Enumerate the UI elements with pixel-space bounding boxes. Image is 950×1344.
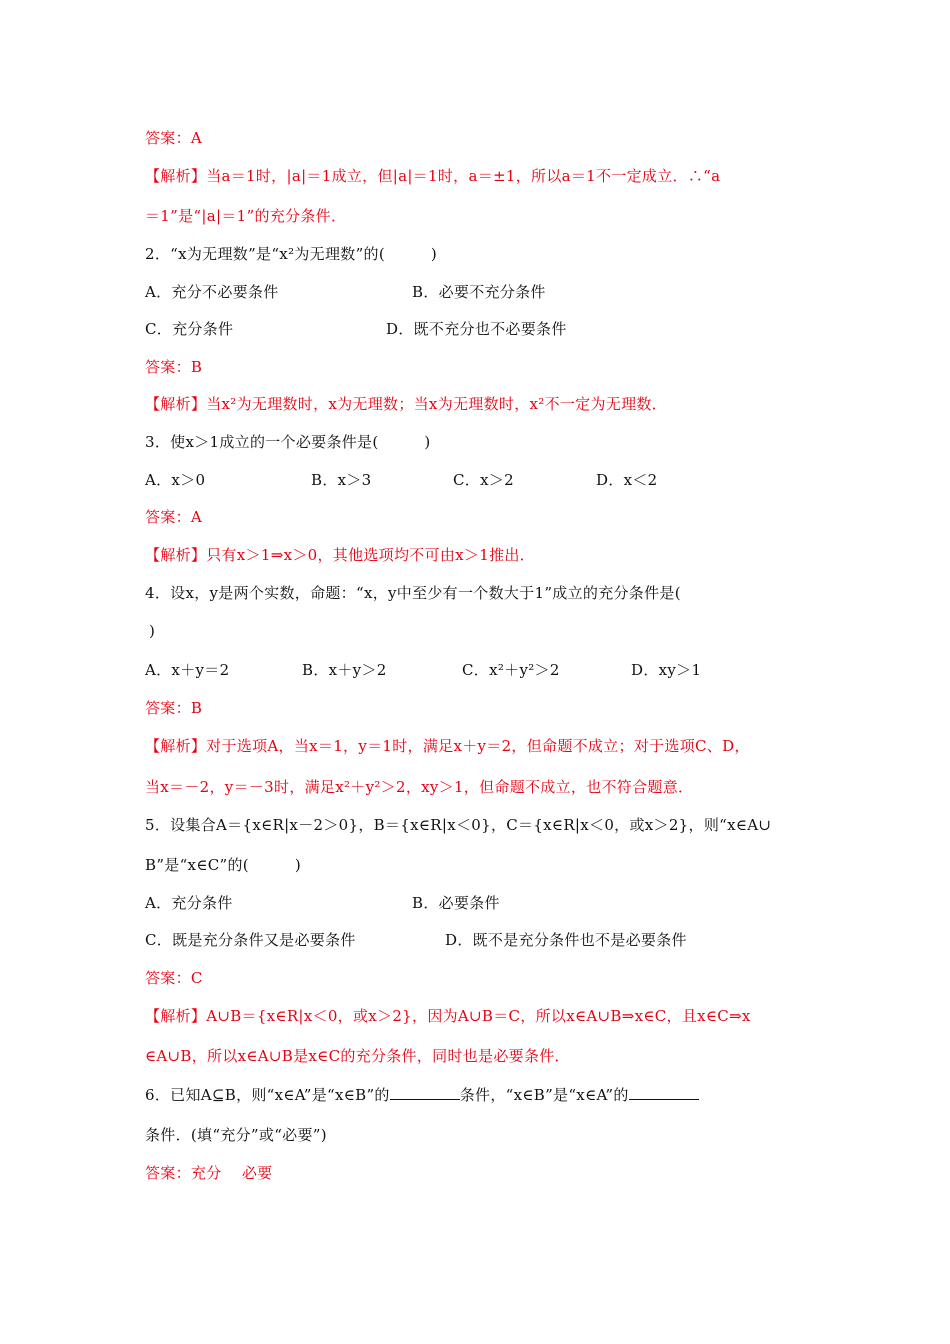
q5-option-a: A．充分条件 (145, 894, 233, 912)
question-4-line-2: ) (149, 622, 156, 640)
answer-1: 答案：A (145, 129, 203, 147)
q3-option-a: A．x＞0 (145, 471, 206, 489)
blank-1[interactable] (390, 1085, 460, 1100)
question-2: 2．“x为无理数”是“x²为无理数”的( ) (145, 245, 438, 263)
question-5-line-1: 5．设集合A＝{x∈R|x－2＞0}，B＝{x∈R|x＜0}，C＝{x∈R|x＜0，或x＞2}，则“x∈A∪ (145, 816, 772, 834)
q4-option-d: D．xy＞1 (631, 661, 702, 679)
q4-option-c: C．x²＋y²＞2 (462, 661, 560, 679)
answer-5: 答案：C (145, 969, 203, 987)
question-6-line-1 (145, 1085, 699, 1105)
question-3: 3．使x＞1成立的一个必要条件是( ) (145, 433, 431, 451)
question-6-part-1: 6．已知A⊆B，则“x∈A”是“x∈B”的 (145, 1086, 390, 1104)
explanation-5-line-1: 【解析】A∪B＝{x∈R|x＜0，或x＞2}，因为A∪B＝C，所以x∈A∪B⇒x∈C，且x∈C⇒x (145, 1007, 751, 1025)
blank-2[interactable] (629, 1085, 699, 1100)
q2-option-c: C．充分条件 (145, 320, 234, 338)
q5-option-b: B．必要条件 (412, 894, 500, 912)
answer-4: 答案：B (145, 699, 203, 717)
q3-option-b: B．x＞3 (311, 471, 372, 489)
q2-option-d: D．既不充分也不必要条件 (386, 320, 567, 338)
explanation-1-line-2: ＝1”是“|a|＝1”的充分条件． (145, 207, 347, 225)
q4-option-b: B．x＋y＞2 (302, 661, 387, 679)
q3-option-c: C．x＞2 (453, 471, 514, 489)
answer-6: 答案：充分 必要 (145, 1164, 273, 1182)
question-6-line-2: 条件．(填“充分”或“必要”) (145, 1126, 327, 1144)
question-4-line-1: 4．设x，y是两个实数，命题：“x，y中至少有一个数大于1”成立的充分条件是( (145, 584, 681, 602)
explanation-2: 【解析】当x²为无理数时，x为无理数；当x为无理数时，x²不一定为无理数． (145, 395, 667, 413)
q2-option-b: B．必要不充分条件 (412, 283, 546, 301)
q5-option-c: C．既是充分条件又是必要条件 (145, 931, 356, 949)
explanation-4-line-2: 当x＝－2，y＝－3时，满足x²＋y²＞2，xy＞1，但命题不成立，也不符合题意． (145, 778, 694, 796)
q4-option-a: A．x＋y＝2 (145, 661, 230, 679)
explanation-4-line-1: 【解析】对于选项A，当x＝1，y＝1时，满足x＋y＝2，但命题不成立；对于选项C、D， (145, 737, 750, 755)
q3-option-d: D．x＜2 (596, 471, 658, 489)
explanation-5-line-2: ∈A∪B，所以x∈A∪B是x∈C的充分条件，同时也是必要条件． (145, 1047, 570, 1065)
explanation-3: 【解析】只有x＞1⇒x＞0，其他选项均不可由x＞1推出． (145, 546, 535, 564)
q2-option-a: A．充分不必要条件 (145, 283, 279, 301)
explanation-1-line-1: 【解析】当a＝1时，|a|＝1成立，但|a|＝1时，a＝±1，所以a＝1不一定成立．∴“a (145, 167, 721, 185)
answer-2: 答案：B (145, 358, 203, 376)
answer-3: 答案：A (145, 508, 203, 526)
question-5-line-2: B”是“x∈C”的( ) (145, 856, 301, 874)
q5-option-d: D．既不是充分条件也不是必要条件 (445, 931, 687, 949)
question-6-part-2: 条件，“x∈B”是“x∈A”的 (459, 1086, 629, 1104)
